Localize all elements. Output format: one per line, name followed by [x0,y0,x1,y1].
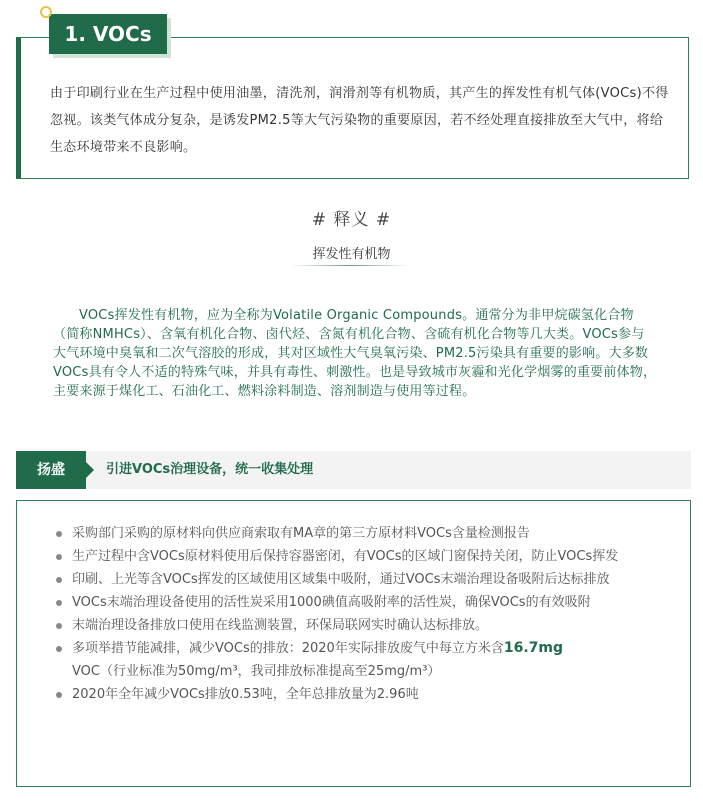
list-item: 印刷、上光等含VOCs挥发的区域使用区域集中吸附，通过VOCs末端治理设备吸附后达标排放 [56,568,676,591]
company-headline: 引进VOCs治理设备，统一收集处理 [106,462,314,477]
measures-list [56,522,676,706]
section-title: 1. VOCs [49,14,167,54]
section-paragraph: 由于印刷行业在生产过程中使用油墨，清洗剂，润滑剂等有机物质，其产生的挥发性有机气体(VOCs)不得忽视。该类气体成分复杂，是诱发PM2.5等大气污染物的重要原因，若不经处理直接排放至大气中，将给生态环境带来不良影响。 [50,86,669,155]
definition-heading: # 释义 # [311,210,392,230]
emission-text: 多项举措节能减排，减少VOCs的排放：2020年实际排放废气中每立方米含 [72,641,504,656]
company-label: 扬盛 [16,451,86,489]
definition-subtitle: 挥发性有机物 [312,247,391,262]
list-item: 采购部门采购的原材料向供应商索取有MA章的第三方原材料VOCs含量检测报告 [56,522,676,545]
emission-highlight: 16.7mg [503,640,563,656]
definition-paragraph: VOCs挥发性有机物，应为全称为Volatile Organic Compounds。通常分为非甲烷碳氢化合物（简称NMHCs）、含氧有机化合物、卤代烃、含氮有机化合物、含硫有机化合物等几大类。VOCs参与大气环境中臭氧和二次气溶胶的形成，其对区域性大气臭氧污染、PM2.5污染具有重要的影响。大多数VOCs具有令人不适的特殊气味，并具有毒性、刺激性。也是导致城市灰霾和光化学烟雾的重要前体物，主要来源于煤化工、石油化工、燃料涂料制造、溶剂制造与使用等过程。 [53,308,657,399]
divider [290,265,410,266]
emission-standard: VOC（行业标准为50mg/m³，我司排放标准提高至25mg/m³） [72,664,441,679]
list-item: 末端治理设备排放口使用在线监测装置，环保局联网实时确认达标排放。 [56,614,676,637]
list-item: 生产过程中含VOCs原材料使用后保持容器密闭，有VOCs的区域门窗保持关闭，防止VOCs挥发 [56,545,676,568]
list-item: VOCs末端治理设备使用的活性炭采用1000碘值高吸附率的活性炭，确保VOCs的有效吸附 [56,591,676,614]
decorative-circle-icon [40,6,52,18]
arrow-right-icon [86,462,94,478]
list-item: 2020年全年减少VOCs排放0.53吨，全年总排放量为2.96吨 [56,683,676,706]
list-item [56,637,676,683]
